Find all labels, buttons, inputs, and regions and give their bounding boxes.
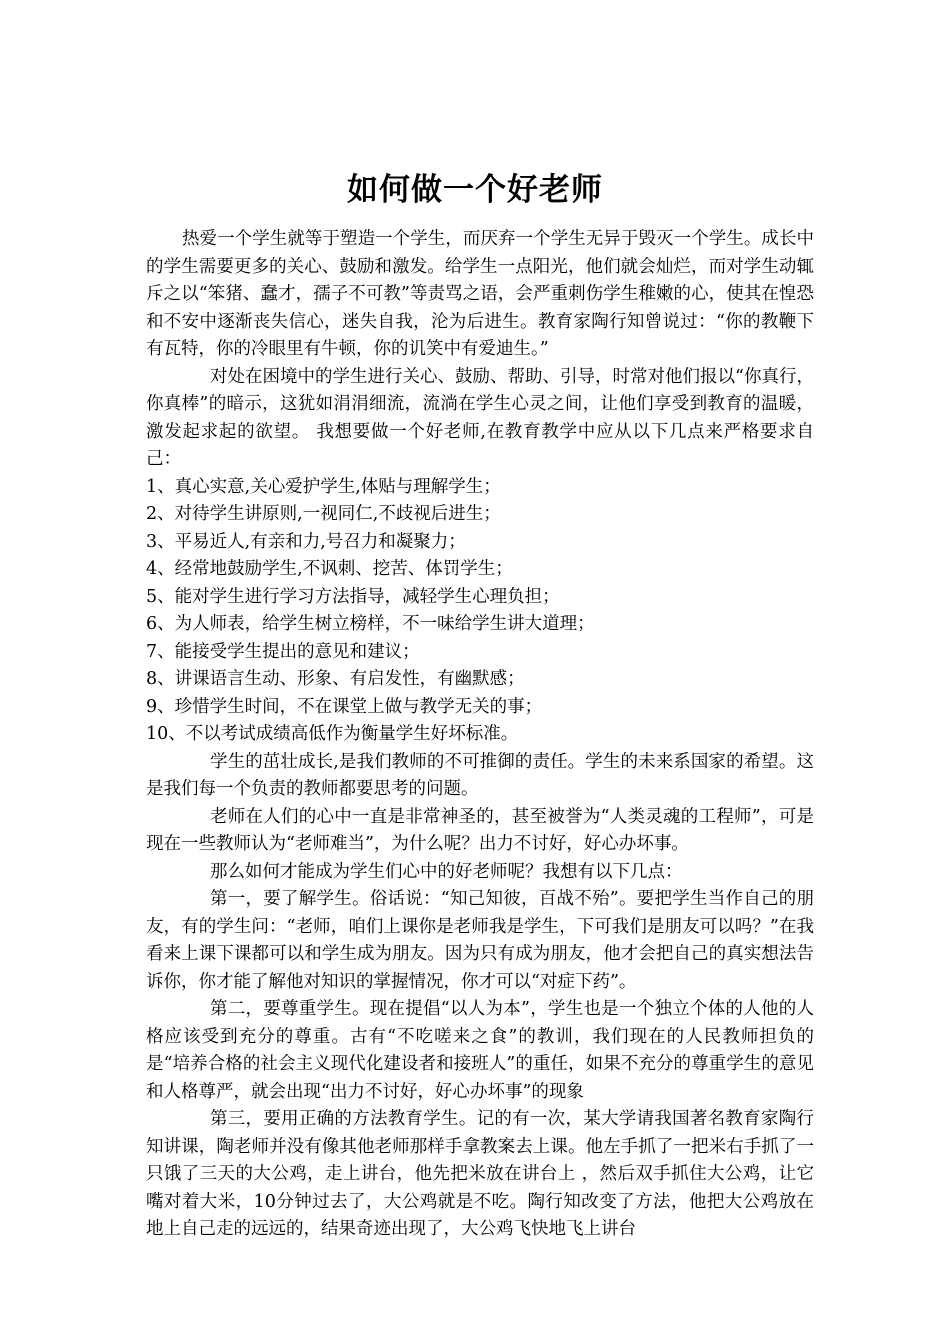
paragraph-7: 第二，要尊重学生。现在提倡“以人为本”，学生也是一个独立个体的人他的人格应该受到充分的尊重。古有“不吃嗟来之食”的教训，我们现在的人民教师担负的是“培养合格的社会主义现代化建设者和接班人”的重任，如果不充分的尊重学生的意见和人格尊严，就会出现“出力不讨好，好心办坏事”的现象 [146,999,814,1102]
paragraph-6: 第一，要了解学生。俗话说：“知己知彼，百战不殆”。要把学生当作自己的朋友，有的学生问：“老师，咱们上课你是老师我是学生，下可我们是朋友可以吗？”在我看来上课下课都可以和学生成为朋友。因为只有成为朋友，他才会把自己的真实想法告诉你，你才能了解他对知识的掌握情况，你才可以“对症下药”。 [146,889,814,992]
list-item: 6、为人师表，给学生树立榜样，不一味给学生讲大道理； [146,614,595,634]
list-item: 9、珍惜学生时间，不在课堂上做与教学无关的事； [146,696,543,717]
paragraph-2: 对处在困境中的学生进行关心、鼓励、帮助、引导，时常对他们报以“你真行，你真棒”的暗示，这犹如涓涓细流，流淌在学生心灵之间，让他们享受到教育的温暖，激发起求起的欲望。 我想要做一个好老师,在教育教学中应从以下几点来严格要求自己： [146,366,814,469]
list-item: 10、不以考试成绩高低作为衡量学生好坏标准。 [146,724,519,744]
list-item: 4、经常地鼓励学生,不讽刺、挖苦、体罚学生； [146,559,513,579]
document-body [146,226,814,1244]
list-item: 8、讲课语言生动、形象、有启发性，有幽默感； [146,669,525,689]
requirements-list [146,474,814,749]
list-item: 7、能接受学生提出的意见和建议； [146,641,420,662]
list-item: 2、对待学生讲原则,一视同仁,不歧视后进生； [146,504,501,524]
paragraph-3: 学生的茁壮成长,是我们教师的不可推御的责任。学生的未来系国家的希望。这是我们每一个负责的教师都要思考的问题。 [146,751,814,799]
paragraph-4: 老师在人们的心中一直是非常神圣的，甚至被誉为“人类灵魂的工程师”，可是现在一些教师认为“老师难当”，为什么呢？出力不讨好，好心办坏事。 [146,806,814,854]
intro-paragraph: 热爱一个学生就等于塑造一个学生，而厌弃一个学生无异于毁灭一个学生。成长中的学生需要更多的关心、鼓励和激发。给学生一点阳光，他们就会灿烂，而对学生动辄斥之以“笨猪、蠢才，孺子不可教”等责骂之语，会严重刺伤学生稚嫩的心，使其在惶恐和不安中逐渐丧失信心，迷失自我，沦为后进生。教育家陶行知曾说过：“你的教鞭下有瓦特，你的冷眼里有牛顿，你的讥笑中有爱迪生。” [146,229,814,359]
list-item: 1、真心实意,关心爱护学生,体贴与理解学生； [146,476,501,497]
list-item: 5、能对学生进行学习方法指导，减轻学生心理负担； [146,586,560,607]
paragraph-5: 那么如何才能成为学生们心中的好老师呢？我想有以下几点： [210,861,683,882]
paragraph-8: 第三，要用正确的方法教育学生。记的有一次，某大学请我国著名教育家陶行知讲课，陶老师并没有像其他老师那样手拿教案去上课。他左手抓了一把米右手抓了一只饿了三天的大公鸡，走上讲台，他先把米放在讲台上 ，然后双手抓住大公鸡，让它嘴对着大米，10分钟过去了，大公鸡就是不吃。陶行知改变了方法，他把大公鸡放在地上自己走的远远的，结果奇迹出现了，大公鸡飞快地飞上讲台 [146,1109,814,1239]
list-item: 3、平易近人,有亲和力,号召力和凝聚力； [146,531,466,552]
document-title: 如何做一个好老师 [347,172,603,208]
